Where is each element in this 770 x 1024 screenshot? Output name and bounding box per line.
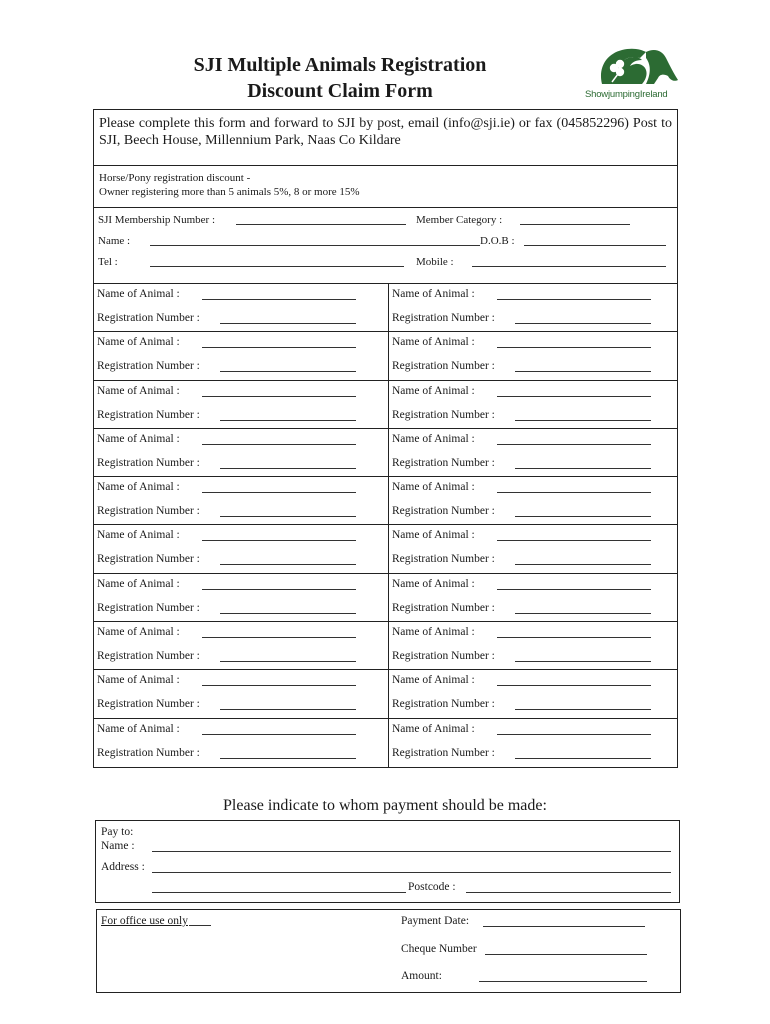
animal-entry-right — [389, 670, 679, 717]
registration-number-field[interactable] — [220, 604, 356, 614]
registration-number-field[interactable] — [220, 652, 356, 662]
amount-field[interactable] — [479, 972, 647, 982]
animal-row — [94, 429, 677, 477]
registration-number-label: Registration Number : — [392, 312, 495, 324]
animal-name-label: Name of Animal : — [392, 722, 475, 735]
animal-name-field[interactable] — [202, 435, 356, 445]
pay-to-label: Pay to: — [101, 826, 134, 838]
membership-number-label: SJI Membership Number : — [98, 214, 216, 226]
registration-number-label: Registration Number : — [97, 698, 200, 711]
address-field-line2[interactable] — [152, 883, 406, 893]
animal-entry-right — [389, 477, 679, 524]
animal-name-field[interactable] — [202, 676, 356, 686]
horse-shamrock-icon — [584, 44, 684, 92]
registration-number-field[interactable] — [515, 555, 651, 565]
animal-row — [94, 574, 677, 622]
dob-field[interactable] — [524, 236, 666, 246]
animal-entry-left — [94, 284, 389, 331]
animal-entry-right — [389, 381, 679, 428]
registration-number-field[interactable] — [220, 411, 356, 421]
animal-name-field[interactable] — [202, 725, 356, 735]
animal-row — [94, 284, 677, 332]
animal-row — [94, 477, 677, 525]
registration-number-field[interactable] — [220, 362, 356, 372]
member-details-box — [93, 207, 678, 284]
animal-name-field[interactable] — [497, 676, 651, 686]
member-category-label: Member Category : — [416, 214, 503, 226]
animal-entry-left — [94, 622, 389, 669]
animal-name-label: Name of Animal : — [97, 577, 180, 590]
animal-name-label: Name of Animal : — [392, 384, 475, 397]
animal-name-field[interactable] — [497, 338, 651, 348]
animal-entry-left — [94, 381, 389, 428]
registration-number-label: Registration Number : — [392, 456, 495, 469]
cheque-number-field[interactable] — [485, 945, 647, 955]
animal-entry-right — [389, 332, 679, 379]
registration-number-label: Registration Number : — [97, 505, 200, 518]
registration-number-label: Registration Number : — [392, 553, 495, 566]
registration-number-label: Registration Number : — [97, 553, 200, 566]
registration-number-field[interactable] — [220, 507, 356, 517]
registration-number-label: Registration Number : — [392, 650, 495, 663]
animal-name-label: Name of Animal : — [392, 626, 475, 639]
registration-number-label: Registration Number : — [392, 408, 495, 421]
office-use-underline — [189, 916, 211, 926]
animal-entry-right — [389, 525, 679, 572]
animal-name-field[interactable] — [202, 338, 356, 348]
animal-entry-left — [94, 332, 389, 379]
registration-number-label: Registration Number : — [392, 746, 495, 759]
animal-name-field[interactable] — [202, 580, 356, 590]
animal-name-field[interactable] — [497, 483, 651, 493]
intro-box — [93, 109, 678, 166]
animal-name-field[interactable] — [497, 628, 651, 638]
animal-name-field[interactable] — [202, 628, 356, 638]
animal-name-label: Name of Animal : — [97, 722, 180, 735]
registration-number-label: Registration Number : — [97, 650, 200, 663]
discount-box — [93, 165, 678, 208]
registration-number-field[interactable] — [515, 749, 651, 759]
animal-name-field[interactable] — [497, 435, 651, 445]
member-category-field[interactable] — [520, 215, 630, 225]
animal-entry-left — [94, 429, 389, 476]
animal-row — [94, 525, 677, 573]
animal-name-field[interactable] — [497, 387, 651, 397]
registration-number-field[interactable] — [515, 652, 651, 662]
payment-date-field[interactable] — [483, 917, 645, 927]
animal-entry-left — [94, 670, 389, 717]
animal-name-label: Name of Animal : — [392, 674, 475, 687]
payment-date-label: Payment Date: — [401, 915, 470, 927]
registration-number-field[interactable] — [515, 314, 651, 324]
animal-entry-left — [94, 574, 389, 621]
animal-name-label: Name of Animal : — [392, 481, 475, 494]
registration-number-field[interactable] — [515, 411, 651, 421]
animal-entry-right — [389, 622, 679, 669]
registration-number-field[interactable] — [515, 507, 651, 517]
animal-name-field[interactable] — [497, 725, 651, 735]
registration-number-field[interactable] — [220, 314, 356, 324]
registration-number-label: Registration Number : — [97, 408, 200, 421]
payment-heading: Please indicate to whom payment should be made: — [223, 797, 547, 814]
animal-entry-right — [389, 284, 679, 331]
postcode-field[interactable] — [466, 883, 671, 893]
animal-entry-left — [94, 719, 389, 767]
tel-field[interactable] — [150, 257, 404, 267]
logo-text: ShowjumpingIreland — [585, 89, 668, 100]
registration-number-label: Registration Number : — [97, 312, 200, 324]
animal-entry-left — [94, 477, 389, 524]
cheque-number-label: Cheque Number — [401, 943, 477, 955]
animal-entry-right — [389, 719, 679, 767]
registration-number-field[interactable] — [515, 459, 651, 469]
animal-entry-left — [94, 525, 389, 572]
animal-row — [94, 332, 677, 380]
registration-number-field[interactable] — [220, 459, 356, 469]
animal-name-field[interactable] — [202, 531, 356, 541]
animal-entry-right — [389, 429, 679, 476]
animal-name-field[interactable] — [497, 290, 651, 300]
amount-label: Amount: — [401, 970, 442, 982]
animal-row — [94, 670, 677, 718]
animals-grid — [93, 283, 678, 768]
animal-name-label: Name of Animal : — [97, 529, 180, 542]
animal-name-label: Name of Animal : — [392, 432, 475, 445]
registration-number-field[interactable] — [515, 700, 651, 710]
postcode-label: Postcode : — [408, 881, 456, 893]
registration-number-label: Registration Number : — [392, 360, 495, 373]
animal-name-label: Name of Animal : — [97, 336, 180, 349]
office-use-label: For office use only — [101, 915, 188, 927]
discount-line2: Owner registering more than 5 animals 5%, 8 or more 15% — [99, 186, 360, 198]
registration-number-label: Registration Number : — [392, 505, 495, 518]
animal-name-label: Name of Animal : — [97, 481, 180, 494]
animal-name-label: Name of Animal : — [392, 529, 475, 542]
animal-name-field[interactable] — [497, 531, 651, 541]
registration-number-field[interactable] — [515, 362, 651, 372]
registration-number-label: Registration Number : — [392, 698, 495, 711]
animal-name-label: Name of Animal : — [97, 432, 180, 445]
discount-line1: Horse/Pony registration discount - — [99, 172, 251, 184]
registration-number-field[interactable] — [220, 749, 356, 759]
form-title-line1: SJI Multiple Animals Registration — [193, 54, 487, 76]
animal-name-label: Name of Animal : — [97, 626, 180, 639]
pay-name-label: Name : — [101, 840, 135, 852]
address-label: Address : — [101, 861, 145, 873]
showjumping-ireland-logo — [584, 44, 684, 104]
dob-label: D.O.B : — [480, 235, 515, 247]
animal-name-label: Name of Animal : — [97, 674, 180, 687]
member-name-field[interactable] — [150, 236, 480, 246]
animal-name-label: Name of Animal : — [97, 288, 180, 300]
animal-name-field[interactable] — [497, 580, 651, 590]
registration-number-field[interactable] — [515, 604, 651, 614]
animal-name-field[interactable] — [202, 483, 356, 493]
membership-number-field[interactable] — [236, 215, 406, 225]
address-field-line1[interactable] — [152, 863, 671, 873]
tel-label: Tel : — [98, 256, 118, 268]
registration-number-label: Registration Number : — [392, 601, 495, 614]
animal-entry-right — [389, 574, 679, 621]
name-label: Name : — [98, 235, 131, 247]
pay-name-field[interactable] — [152, 842, 671, 852]
animal-row — [94, 381, 677, 429]
animal-name-field[interactable] — [202, 387, 356, 397]
form-title-line2: Discount Claim Form — [247, 80, 433, 102]
payment-box — [95, 820, 680, 903]
intro-text: Please complete this form and forward to SJI by post, email (info@sji.ie) or fax (045852296) Post to SJI, Beech House, Millennium Park, Naas Co Kildare — [99, 116, 672, 148]
mobile-field[interactable] — [472, 257, 666, 267]
animal-name-field[interactable] — [202, 290, 356, 300]
registration-number-field[interactable] — [220, 555, 356, 565]
animal-name-label: Name of Animal : — [392, 336, 475, 349]
registration-number-label: Registration Number : — [97, 601, 200, 614]
animal-row — [94, 719, 677, 767]
registration-number-label: Registration Number : — [97, 360, 200, 373]
mobile-label: Mobile : — [416, 256, 454, 268]
animal-name-label: Name of Animal : — [392, 288, 475, 300]
registration-number-label: Registration Number : — [97, 456, 200, 469]
registration-number-label: Registration Number : — [97, 746, 200, 759]
animal-name-label: Name of Animal : — [97, 384, 180, 397]
registration-number-field[interactable] — [220, 700, 356, 710]
animal-name-label: Name of Animal : — [392, 577, 475, 590]
office-use-box — [96, 909, 681, 993]
animal-row — [94, 622, 677, 670]
